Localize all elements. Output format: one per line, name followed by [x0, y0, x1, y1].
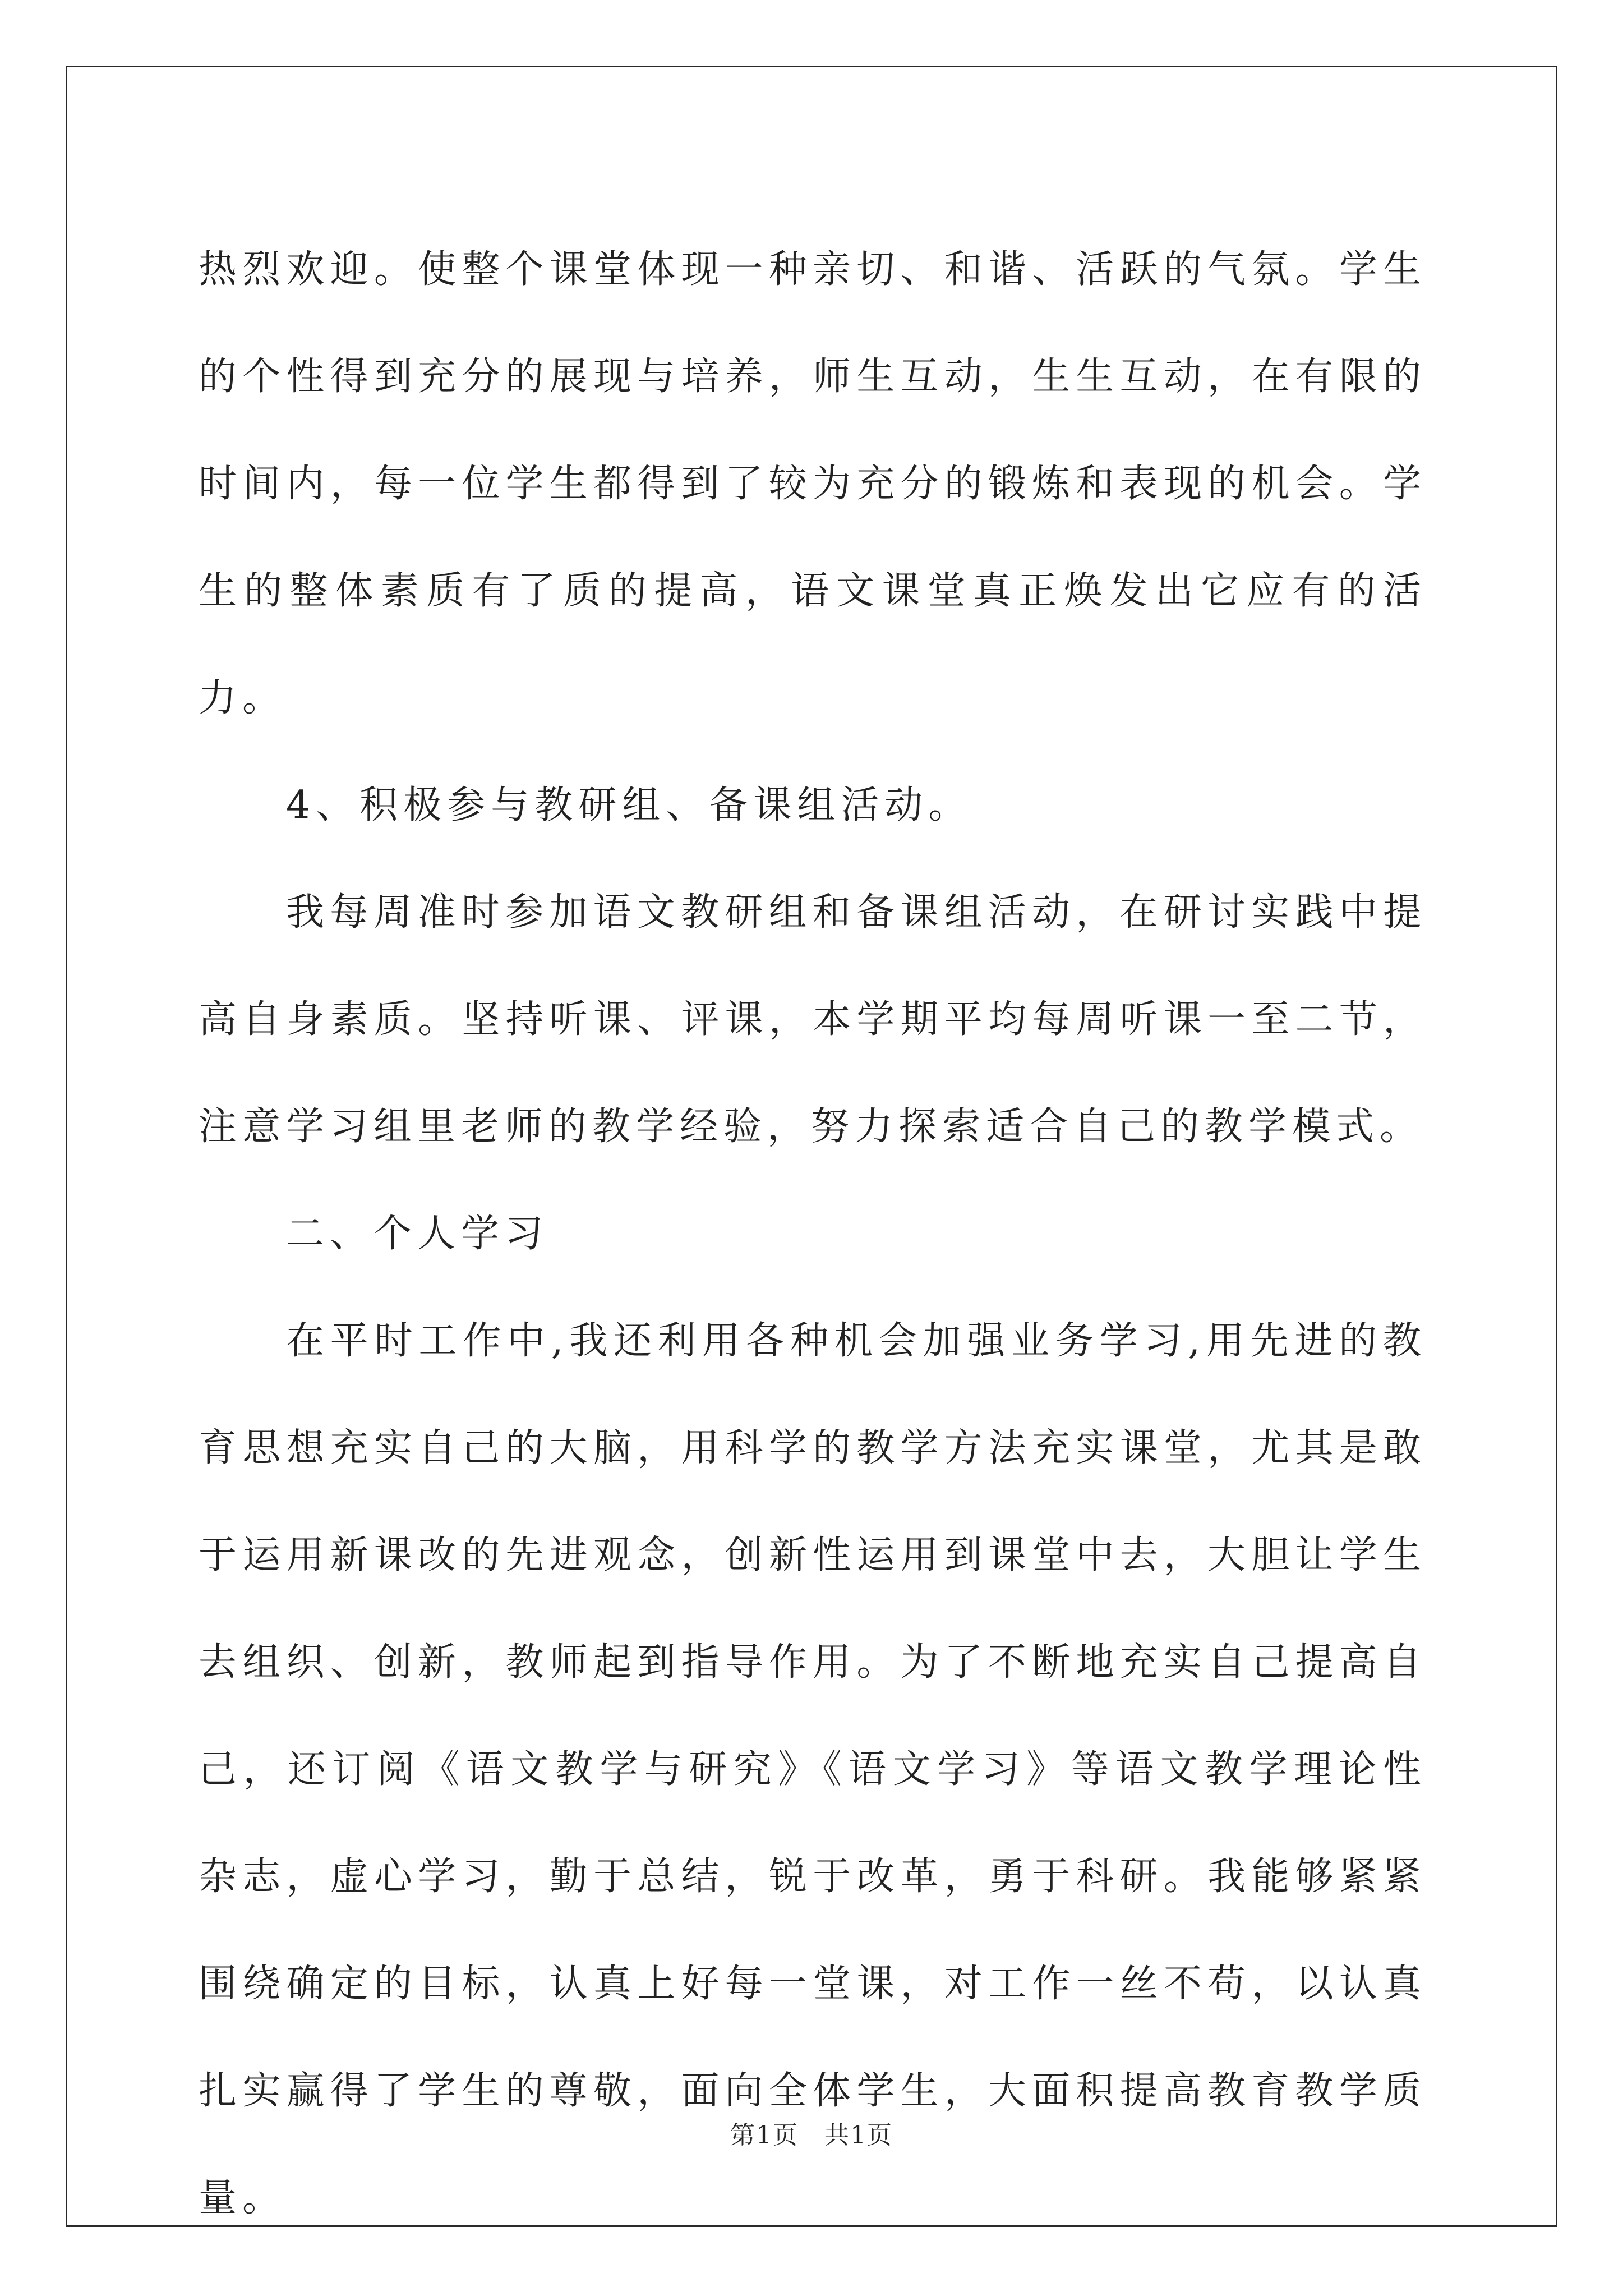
paragraph-teaching-activities: 我每周准时参加语文教研组和备课组活动，在研讨实践中提高自身素质。坚持听课、评课，本学期平均每周听课一至二节，注意学习组里老师的教学经验，努力探索适合自己的教学模式。 — [199, 890, 1427, 1149]
paragraph-continuation: 热烈欢迎。使整个课堂体现一种亲切、和谐、活跃的气氛。学生的个性得到充分的展现与培养，师生互动，生生互动，在有限的时间内，每一位学生都得到了较为充分的锻炼和表现的机会。学生的整体素质有了质的提高，语文课堂真正焕发出它应有的活力。 — [199, 247, 1427, 720]
section-heading-personal-study: 二、个人学习 — [286, 1212, 549, 1256]
paragraph-heading-4: 4、积极参与教研组、备课组活动。 — [286, 783, 972, 827]
document-body — [199, 216, 1427, 2252]
paragraph-personal-study: 在平时工作中,我还利用各种机会加强业务学习,用先进的教育思想充实自己的大脑，用科学的教学方法充实课堂，尤其是敢于运用新课改的先进观念，创新性运用到课堂中去，大胆让学生去组织、创新，教师起到指导作用。为了不断地充实自己提高自己，还订阅《语文教学与研究》《语文学习》等语文教学理论性杂志，虚心学习，勤于总结，锐于改革，勇于科研。我能够紧紧围绕确定的目标，认真上好每一堂课，对工作一丝不苟，以认真扎实赢得了学生的尊敬，面向全体学生，大面积提高教育教学质量。 — [199, 1319, 1427, 2220]
page-footer: 第1页 共1页 — [730, 2121, 893, 2150]
